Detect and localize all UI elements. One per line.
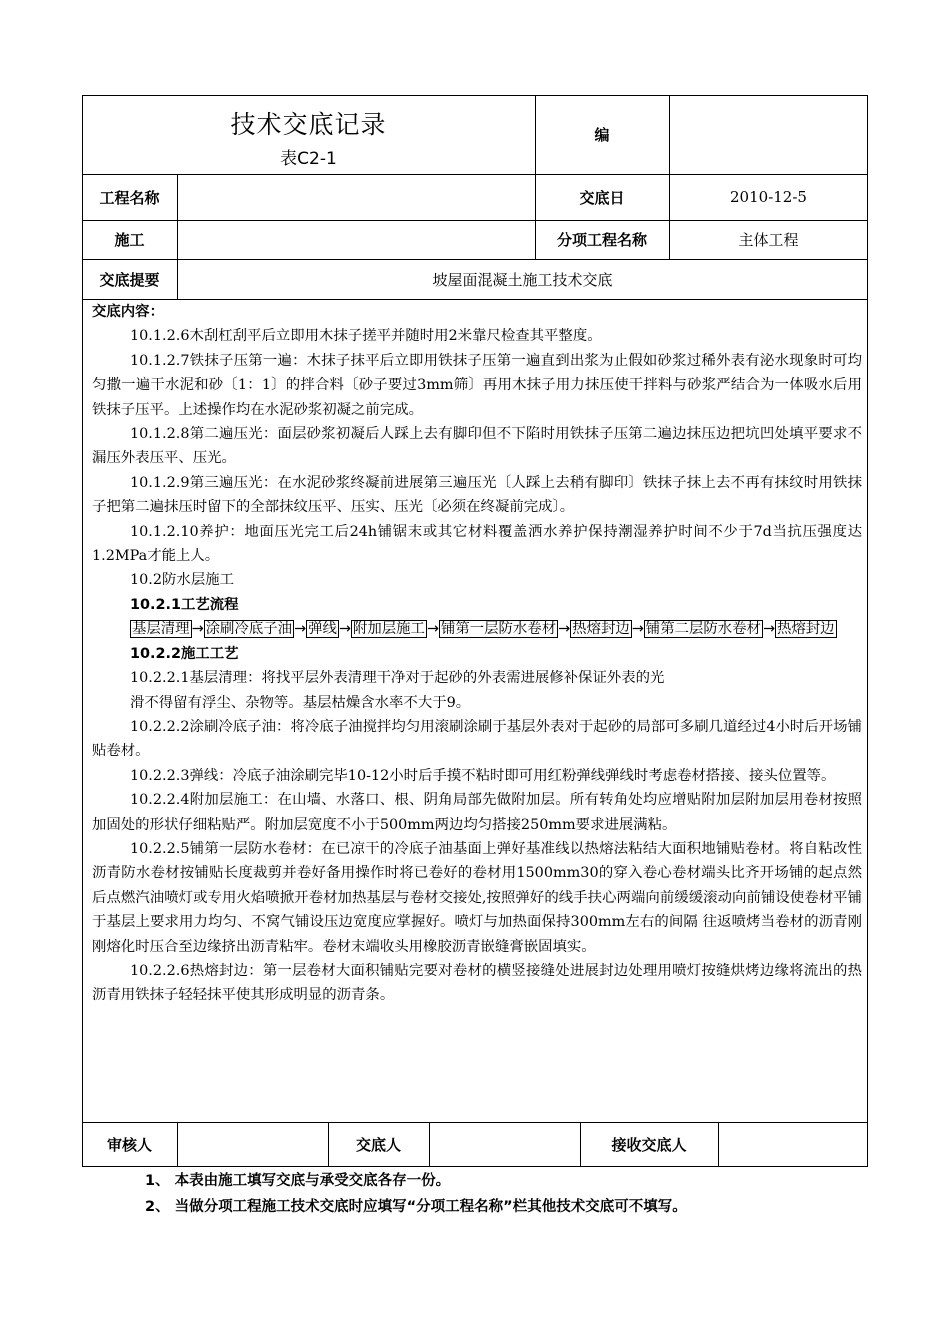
paragraph: 10.1.2.9第三遍压光：在水泥砂浆终凝前进展第三遍压光〔人踩上去稍有脚印〕铁抹子抹上去不再有抹纹时用铁抹子把第二遍抹压时留下的全部抹纹压平、压实、压光〔必须在终凝前完成〕。 (92, 474, 862, 516)
paragraph: 滑不得留有浮尘、杂物等。基层枯燥含水率不大于9。 (130, 694, 471, 711)
paragraph: 10.2.2.3弹线：冷底子油涂刷完毕10-12小时后手摸不粘时即可用红粉弹线弹线时考虑卷材搭接、接头位置等。 (130, 767, 836, 784)
reviewer-signature[interactable] (177, 1122, 328, 1167)
arrow-icon: → (426, 621, 439, 638)
arrow-icon: → (631, 621, 644, 638)
form-title: 技术交底记录 (230, 110, 387, 139)
paragraph: 10.2.2.1基层清理：将找平层外表清理干净对于起砂的外表需进展修补保证外表的光 (130, 670, 665, 687)
form-notes (145, 1168, 845, 1220)
receiver-signature[interactable] (718, 1122, 868, 1167)
discloser-label: 交底人 (355, 1136, 401, 1154)
flow-step: 铺第一层防水卷材 (440, 621, 557, 638)
summary-value[interactable]: 坡屋面混凝土施工技术交底 (432, 270, 613, 289)
serial-label: 编 (594, 126, 610, 144)
reviewer-label: 审核人 (106, 1136, 152, 1154)
section-heading: 10.2.2施工工艺 (130, 645, 239, 662)
serial-value[interactable] (669, 95, 868, 174)
sub-project-value[interactable]: 主体工程 (738, 231, 799, 249)
paragraph: 10.2防水层施工 (130, 572, 234, 589)
process-flow (92, 617, 862, 641)
flow-step: 铺第二层防水卷材 (645, 621, 761, 638)
flow-step: 附加层施工 (352, 621, 425, 638)
paragraph: 10.2.2.2涂刷冷底子油：将冷底子油搅拌均匀用滚刷涂刷于基层外表对于起砂的局部可多刷几道经过4小时后开场铺贴卷材。 (92, 718, 862, 760)
note-item: 1、 本表由施工填写交底与承受交底各存一份。 (145, 1173, 451, 1189)
construction-value[interactable] (177, 220, 535, 259)
construction-label: 施工 (114, 231, 145, 249)
date-label: 交底日 (579, 188, 625, 207)
section-heading: 10.2.1工艺流程 (130, 596, 239, 613)
form-code: 表C2-1 (280, 148, 337, 169)
paragraph: 10.2.2.5铺第一层防水卷材：在已凉干的冷底子油基面上弹好基准线以热熔法粘结大面积地铺贴卷材。将自粘改性沥青防水卷材按铺贴长度裁剪并卷好备用操作时将已卷好的卷材用1500mm30的穿入卷心卷材端头比齐开场铺的起点然后点燃汽油喷灯或专用火焰喷掀开卷材加热基层与卷材交接处,按照弹好的线手扶心两端向前缓缓滚动向前铺设使卷材平铺于基层上要求用力均匀、不窝气铺设压边宽度应掌握好。喷灯与加热面保持300mm左右的间隔 往返喷烤当卷材的沥青刚刚熔化时压合至边缘挤出沥青粘牢。卷材末端收头用橡胶沥青嵌缝膏嵌固填实。 (92, 840, 862, 955)
paragraph: 10.1.2.10养护：地面压光完工后24h铺锯末或其它材料覆盖洒水养护保持潮湿养护时间不少于7d当抗压强度达1.2MPa才能上人。 (92, 523, 862, 565)
paragraph: 10.2.2.4附加层施工：在山墙、水落口、根、阴角局部先做附加层。所有转角处均应增贴附加层附加层用卷材按照加固处的形状仔细粘贴严。附加层宽度不小于500mm两边均匀搭接250mm要求进展满粘。 (92, 792, 862, 833)
project-name-label: 工程名称 (99, 188, 160, 207)
flow-step: 基层清理 (132, 621, 190, 638)
receiver-label: 接收交底人 (611, 1136, 687, 1154)
arrow-icon: → (191, 621, 204, 638)
disclosure-content (92, 300, 862, 1008)
flow-step: 弹线 (308, 621, 337, 638)
paragraph: 10.2.2.6热熔封边：第一层卷材大面积铺贴完要对卷材的横竖接缝处进展封边处理用喷灯按缝烘烤边缘将流出的热沥青用铁抹子轻轻抹平使其形成明显的沥青条。 (92, 962, 862, 1004)
arrow-icon: → (294, 621, 307, 638)
paragraph: 10.1.2.7铁抹子压第一遍：木抹子抹平后立即用铁抹子压第一遍直到出浆为止假如砂浆过稀外表有泌水现象时可均匀撒一遍干水泥和砂〔1：1〕的拌合料〔砂子要过3mm筛〕再用木抹子用力抹压使干拌料与砂浆严结合为一体吸水后用铁抹子压平。上述操作均在水泥砂浆初凝之前完成。 (92, 352, 862, 418)
note-item: 2、 当做分项工程施工技术交底时应填写“分项工程名称”栏其他技术交底可不填写。 (145, 1199, 687, 1215)
arrow-icon: → (558, 621, 571, 638)
project-name-value[interactable] (177, 174, 535, 220)
paragraph: 10.1.2.8第二遍压光：面层砂浆初凝后人踩上去有脚印但不下陷时用铁抹子压第二遍边抹压边把坑凹处填平要求不漏压外表压平、压光。 (92, 426, 862, 467)
date-value[interactable]: 2010-12-5 (730, 188, 807, 206)
content-label: 交底内容： (92, 304, 164, 320)
flow-step: 热熔封边 (777, 621, 835, 638)
paragraph: 10.1.2.6木刮杠刮平后立即用木抹子搓平并随时用2米靠尺检查其平整度。 (130, 328, 602, 345)
flow-step: 涂刷冷底子油 (205, 621, 292, 638)
summary-label: 交底提要 (99, 270, 160, 289)
flow-step: 热熔封边 (572, 621, 630, 638)
discloser-signature[interactable] (429, 1122, 580, 1167)
arrow-icon: → (762, 621, 775, 638)
sub-project-label: 分项工程名称 (556, 231, 647, 249)
arrow-icon: → (338, 621, 351, 638)
